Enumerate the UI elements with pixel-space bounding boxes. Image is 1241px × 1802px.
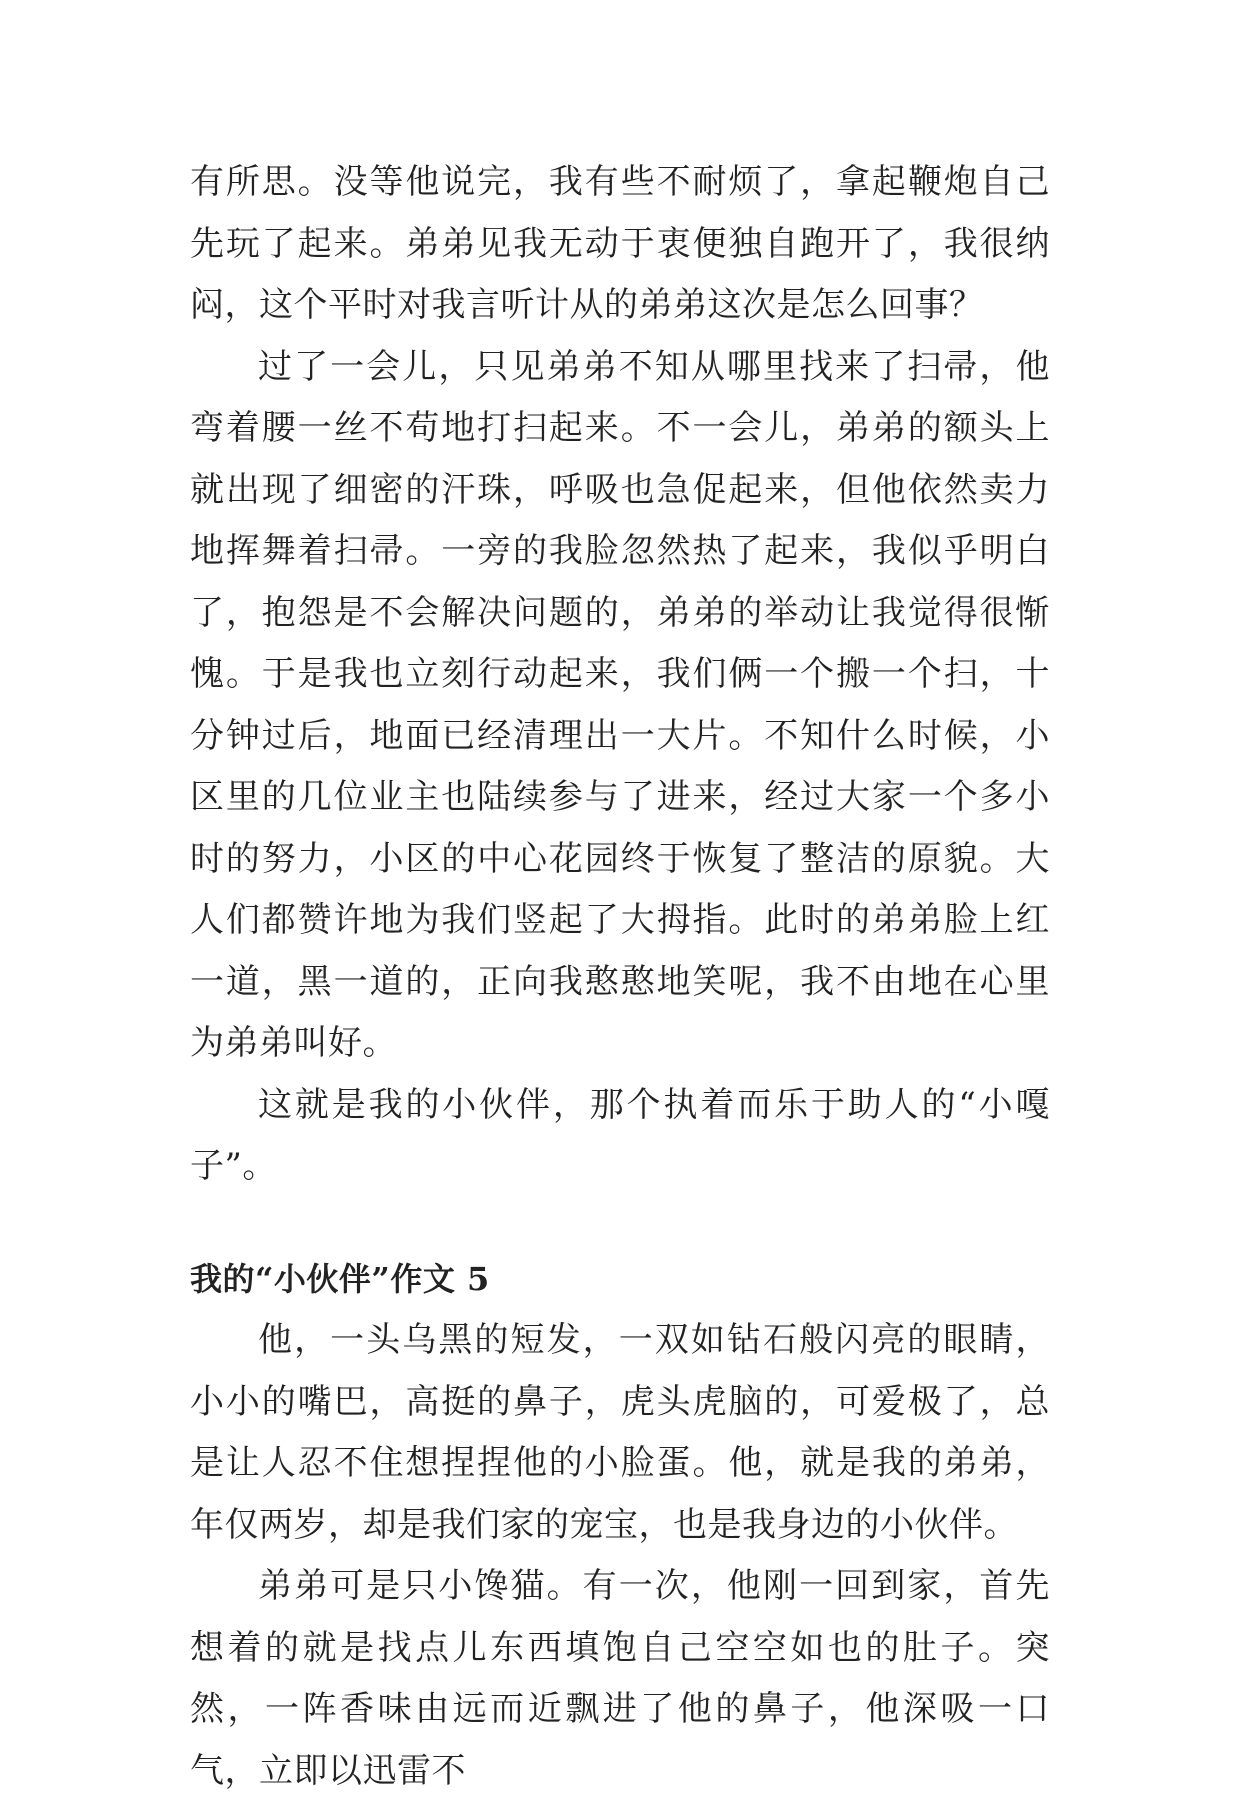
paragraph-continuation: 有所思。没等他说完，我有些不耐烦了，拿起鞭炮自己先玩了起来。弟弟见我无动于衷便独自跑开了，我很纳闷，这个平时对我言听计从的弟弟这次是怎么回事？ <box>190 162 1050 325</box>
essay-heading: 我的“小伙伴”作文 5 <box>190 1259 490 1298</box>
paragraph-cleanup-story: 过了一会儿，只见弟弟不知从哪里找来了扫帚，他弯着腰一丝不苟地打扫起来。不一会儿，弟弟的额头上就出现了细密的汗珠，呼吸也急促起来，但他依然卖力地挥舞着扫帚。一旁的我脸忽然热了起来，我似乎明白了，抱怨是不会解决问题的，弟弟的举动让我觉得很惭愧。于是我也立刻行动起来，我们俩一个搬一个扫，十分钟过后，地面已经清理出一大片。不知什么时候，小区里的几位业主也陆续参与了进来，经过大家一个多小时的努力，小区的中心花园终于恢复了整洁的原貌。大人们都赞许地为我们竖起了大拇指。此时的弟弟脸上红一道，黑一道的，正向我憨憨地笑呢，我不由地在心里为弟弟叫好。 <box>190 346 1050 1063</box>
paragraph-brother-hungry: 弟弟可是只小馋猫。有一次，他刚一回到家，首先想着的就是找点儿东西填饱自己空空如也的肚子。突然，一阵香味由远而近飘进了他的鼻子，他深吸一口气，立即以迅雷不 <box>190 1566 1050 1791</box>
document-body <box>190 152 1050 1802</box>
section-spacer <box>190 1198 1050 1249</box>
paragraph-conclusion: 这就是我的小伙伴，那个执着而乐于助人的“小嘎子”。 <box>190 1084 1050 1186</box>
paragraph-brother-description: 他，一头乌黑的短发，一双如钻石般闪亮的眼睛，小小的嘴巴，高挺的鼻子，虎头虎脑的，可爱极了，总是让人忍不住想捏捏他的小脸蛋。他，就是我的弟弟，年仅两岁，却是我们家的宠宝，也是我身边的小伙伴。 <box>190 1320 1050 1545</box>
